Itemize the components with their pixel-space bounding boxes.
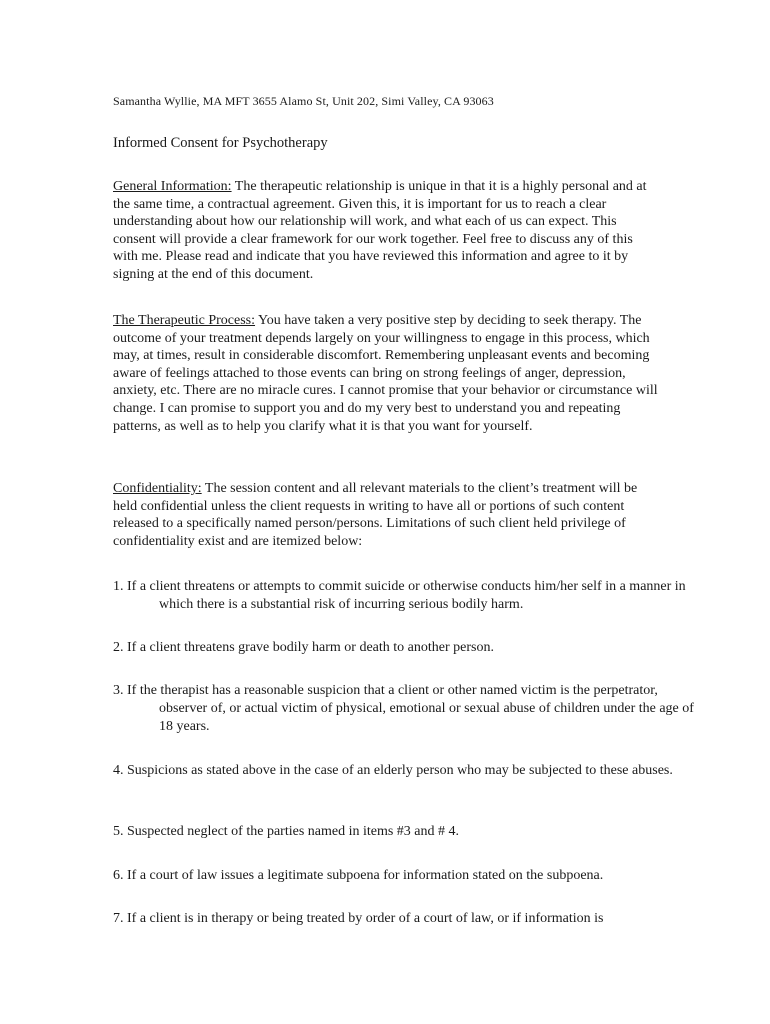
list-item (113, 823, 707, 841)
list-item-number: 3. (113, 683, 124, 698)
therapeutic-process-body: You have taken a very positive step by deciding to seek therapy. The outcome of your treatment depends largely on your willingness to engage in this process, which may, at times, result in considerable discomfort. Remembering unpleasant events and becoming aware of feelings attached to those events can bring on strong feelings of anger, depression, anxiety, etc. There are no miracle cures. I cannot promise that your behavior or circumstance will change. I can promise to support you and do my very best to understand you and repeating patterns, as well as to help you clarify what it is that you want for yourself. (113, 313, 658, 434)
list-item-number: 7. (113, 911, 124, 926)
general-information-heading: General Information: (113, 179, 232, 194)
therapeutic-process-paragraph (113, 312, 661, 435)
general-information-body: The therapeutic relationship is unique in that it is a highly personal and at the same time, a contractual agreement. Given this, it is important for us to reach a clear understanding about how our relationship will work, and what each of us can expect. This consent will provide a clear framework for our work together. Feel free to discuss any of this with me. Please read and indicate that you have reviewed this information and agree to it by signing at the end of this document. (113, 179, 647, 282)
list-item-text: Suspected neglect of the parties named in items #3 and # 4. (123, 824, 460, 839)
document-title: Informed Consent for Psychotherapy (113, 135, 328, 151)
list-item-number: 2. (113, 640, 124, 655)
list-item-text: Suspicions as stated above in the case of an elderly person who may be subjected to these abuses. (123, 763, 673, 778)
list-item-text: If the therapist has a reasonable suspicion that a client or other named victim is the perpetrator, observer of, or actual victim of physical, emotional or sexual abuse of children under the age of 18 years. (123, 683, 694, 734)
list-item (113, 682, 707, 736)
confidentiality-heading: Confidentiality: (113, 481, 202, 496)
general-information-paragraph (113, 178, 661, 284)
list-item (113, 867, 707, 885)
confidentiality-body: The session content and all relevant materials to the client’s treatment will be held confidential unless the client requests in writing to have all or portions of such content released to a specifically named person/persons. Limitations of such client held privilege of confidentiality exist and are itemized below: (113, 481, 638, 549)
therapeutic-process-heading: The Therapeutic Process: (113, 313, 256, 328)
list-item-text: If a client threatens or attempts to commit suicide or otherwise conducts him/her self in a manner in which there is a substantial risk of incurring serious bodily harm. (123, 579, 686, 612)
list-item-number: 4. (113, 763, 124, 778)
list-item (113, 762, 707, 780)
list-item-number: 1. (113, 579, 124, 594)
confidentiality-paragraph (113, 480, 661, 550)
list-item-text: If a client threatens grave bodily harm or death to another person. (123, 640, 494, 655)
list-item (113, 910, 707, 928)
list-item (113, 639, 707, 657)
list-item (113, 578, 707, 614)
list-item-text: If a client is in therapy or being treated by order of a court of law, or if information is (123, 911, 604, 926)
list-item-number: 5. (113, 824, 124, 839)
list-item-number: 6. (113, 868, 124, 883)
list-item-text: If a court of law issues a legitimate subpoena for information stated on the subpoena. (123, 868, 604, 883)
letterhead: Samantha Wyllie, MA MFT 3655 Alamo St, Unit 202, Simi Valley, CA 93063 (113, 94, 494, 108)
